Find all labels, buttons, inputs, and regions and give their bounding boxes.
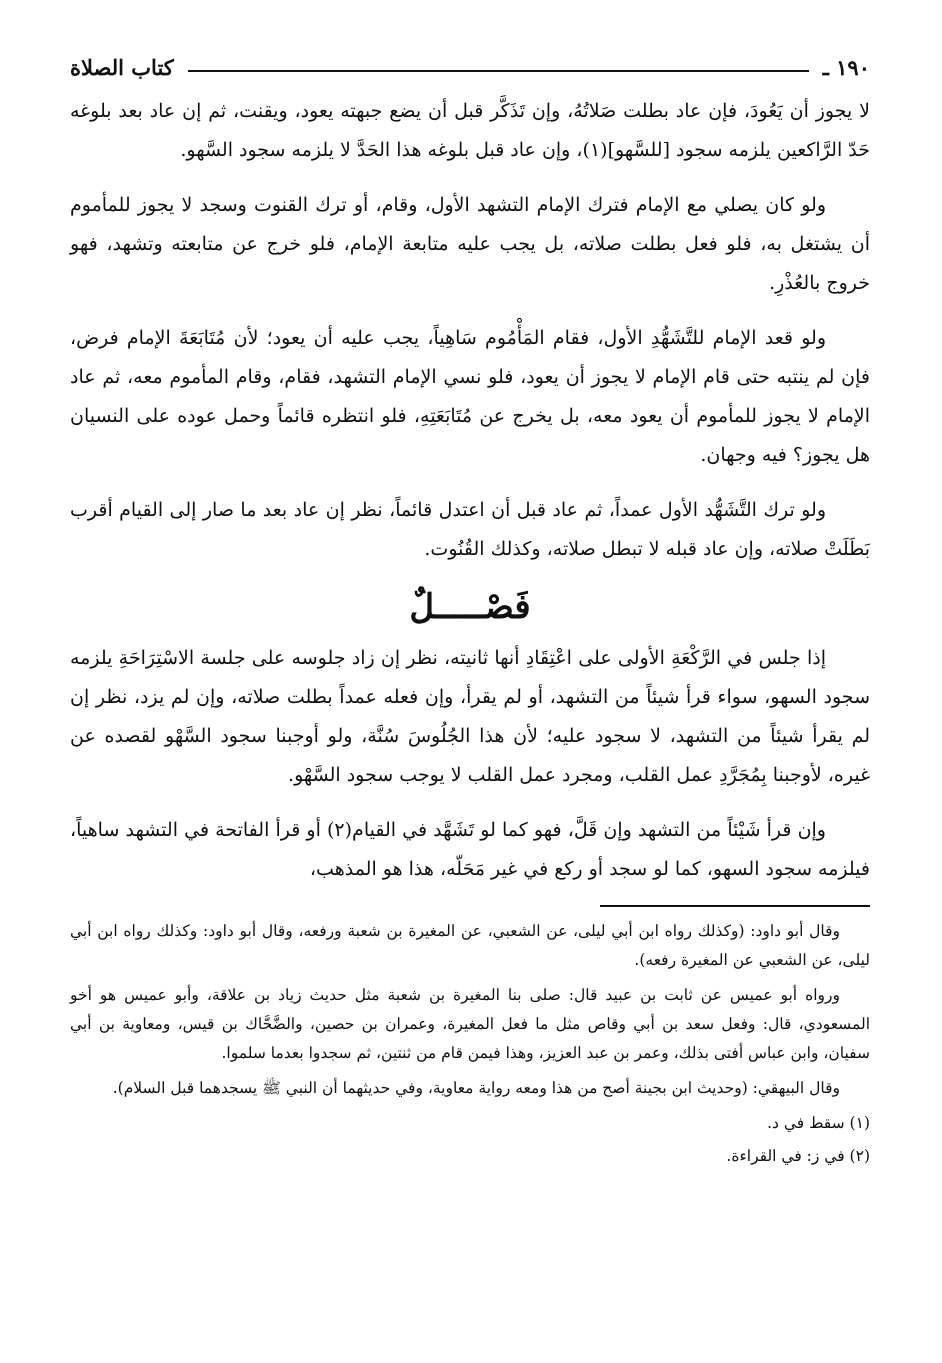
book-page — [70, 52, 870, 1332]
page-number: ١٩٠ ـ — [822, 54, 870, 80]
section-title: فَصْـــــلٌ — [409, 587, 531, 627]
paragraph: ولو قعد الإمام للتَّشَهُّدِ الأول، فقام المَأْمُوم سَاهِياً، يجب عليه أن يعود؛ لأن مُتَابَعَةَ الإمام فرض، فإن لم ينتبه حتى قام الإمام لا يجوز أن يعود، فلو نسي الإمام التشهد، فقام، وقام المأموم معه، ثم عاد الإمام لا يجوز للمأموم أن يعود معه، بل يخرج عن مُتَابَعَتِهِ، فلو انتظره قائماً وحمل عوده على النسيان هل يجوز؟ فيه وجهان. — [70, 327, 870, 466]
footnote-separator — [600, 905, 870, 907]
paragraph: إذا جلس في الرَّكْعَةِ الأولى على اعْتِقَادِ أنها ثانيته، نظر إن زاد جلوسه على جلسة الاسْتِرَاحَةِ يلزمه سجود السهو، سواء قرأ شيئاً من التشهد، أو لم يقرأ، وإن فعله عمداً بطلت صلاته، وإن لم يزد، نظر إن لم يقرأ شيئاً من التشهد، لا سجود عليه؛ لأن هذا الجُلُوسَ سُنَّة، ولو أوجبنا سجود السَّهْو لقصده عن غيره، لأوجبنا بِمُجَرَّدِ عمل القلب، ومجرد عمل القلب لا يوجب سجود السَّهْو. — [70, 647, 870, 786]
footnotes — [70, 917, 870, 1171]
footnote-note: (١) سقط في د. — [767, 1114, 870, 1132]
paragraph: ولو ترك التَّشَهُّد الأول عمداً، ثم عاد قبل أن اعتدل قائماً، نظر إن عاد بعد ما صار إلى القيام أقرب بَطَلَتْ صلاته، وإن عاد قبله لا تبطل صلاته، وكذلك القُنُوت. — [70, 499, 870, 560]
paragraph: ولو كان يصلي مع الإمام فترك الإمام التشهد الأول، وقام، أو ترك القنوت وسجد لا يجوز للمأموم أن يشتغل به، فلو فعل بطلت صلاته، بل يجب عليه متابعة الإمام، فلو خرج عن متابعته وتشهد، فهو خروج بالعُذْرِ. — [70, 194, 870, 294]
main-text — [70, 92, 870, 889]
paragraph: لا يجوز أن يَعُودَ، فإن عاد بطلت صَلاتُهُ، وإن تَذَكَّر قبل أن يضع جبهته يعود، ويقنت، ثم إن عاد بعد بلوغه حَدّ الرَّاكعين يلزمه سجود [للسَّهو](١)، وإن عاد قبل بلوغه هذا الحَدَّ لا يلزمه سجود السَّهو. — [70, 100, 870, 161]
paragraph: وإن قرأ شَيْئاً من التشهد وإن قَلَّ، فهو كما لو تَشَهَّد في القيام(٢) أو قرأ الفاتحة في التشهد ساهياً، فيلزمه سجود السهو، كما لو سجد أو ركع في غير مَحَلّه، هذا هو المذهب، — [70, 819, 870, 880]
page-header — [70, 52, 870, 82]
footnote-hadith: ورواه أبو عميس عن ثابت بن عبيد قال: صلى بنا المغيرة بن شعبة مثل حديث زياد بن علاقة، وأبو عميس هو أخو المسعودي، قال: وفعل سعد بن أبي وقاص مثل ما فعل المغيرة، وعمران بن حصين، والضَّحَّاك بن قيس، ومعاوية بن أبي سفيان، وابن عباس أفتى بذلك، وعمر بن عبد العزيز، وهذا فيمن قام من ثنتين، ثم سجدوا بعدما سلموا. — [70, 986, 870, 1062]
book-title: كتاب الصلاة — [70, 54, 174, 80]
footnote-hadith: وقال البيهقي: (وحديث ابن بجينة أصح من هذا ومعه رواية معاوية، وفي حديثهما أن النبي ﷺ يسجدهما قبل السلام). — [112, 1079, 840, 1097]
footnote-note: (٢) في ز: في القراءة. — [726, 1147, 870, 1165]
header-rule — [188, 70, 809, 72]
footnote-hadith: وقال أبو داود: (وكذلك رواه ابن أبي ليلى، عن الشعبي، عن المغيرة بن شعبة ورفعه، وقال أبو داود: وكذلك رواه ابن أبي ليلى، عن الشعبي عن المغيرة رفعه). — [70, 922, 870, 969]
